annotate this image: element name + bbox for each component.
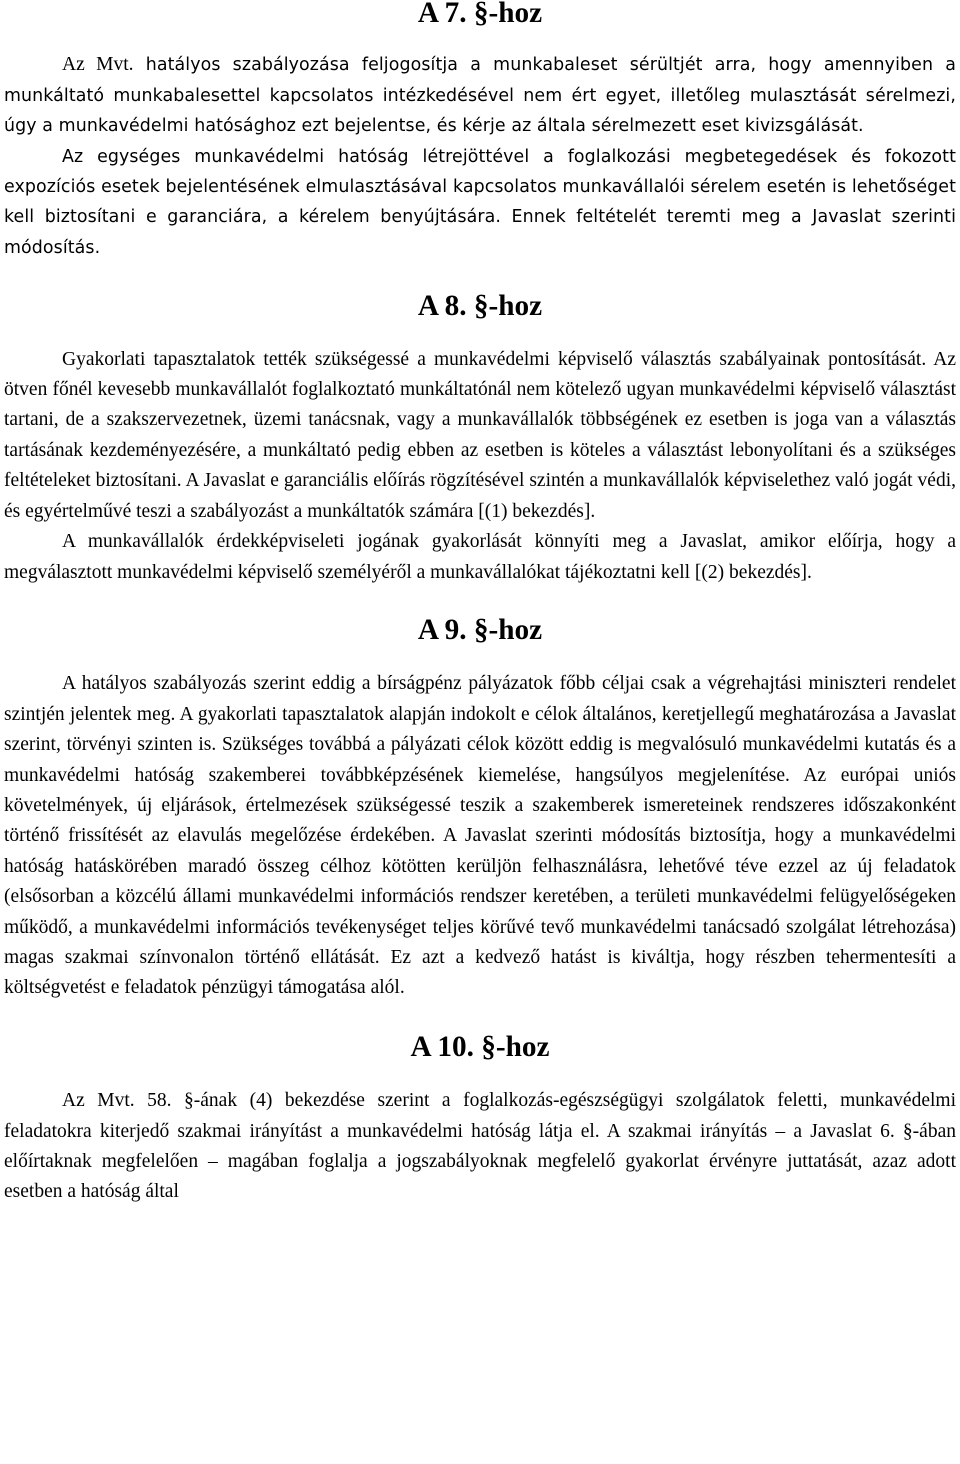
section-9	[4, 615, 956, 1004]
section-7	[4, 0, 956, 263]
section-heading-8: A 8. §-hoz	[417, 290, 543, 323]
section-8	[4, 291, 956, 588]
paragraph: A munkavállalók érdekképviseleti jogának gyakorlását könnyíti meg a Javaslat, amikor előírja, hogy a megválasztott munkavédelmi képviselő személyéről a munkavállalókat tájékoztatni kell [(2) bekezdés].	[4, 531, 956, 583]
section-heading-10: A 10. §-hoz	[410, 1030, 550, 1063]
section-heading-9: A 9. §-hoz	[417, 613, 543, 646]
paragraph: A hatályos szabályozás szerint eddig a bírságpénz pályázatok főbb céljai csak a végrehajtási miniszteri rendelet szintjén jelentek meg. A gyakorlati tapasztalatok alapján indokolt e célok általános, keretjellegű meghatározása a Javaslat szerint, törvényi szinten is. Szükséges továbbá a pályázati célok között eddig is megvalósuló munkavédelmi kutatás és a munkavédelmi hatóság szakemberei továbbképzésének kiemelése, hangsúlyos megjelenítése. Az európai uniós követelmények, új eljárások, értelmezések szükségessé teszik a szakemberek ismereteinek rendszeres időszakonként történő frissítését az elavulás megelőzése érdekében. A Javaslat szerinti módosítás biztosítja, hogy a munkavédelmi hatóság hatáskörében maradó összeg célhoz kötötten kerüljön felhasználásra, lehetővé téve ezzel az új feladatok (elsősorban a közcélú állami munkavédelmi információs rendszer keretében, a területi munkavédelmi felügyelőségeken működő, a munkavédelmi információs tevékenységet teljes körűvé tevő munkavédelmi tanácsadó szolgálat létrehozása) magas szakmai színvonalon történő ellátását. Ez azt a kedvező hatást is kiváltja, hogy részben tehermentesíti a költségvetést e feladatok pénzügyi támogatása alól.	[4, 673, 956, 999]
paragraph-text: hatályos szabályozása feljogosítja a munkabaleset sérültjét arra, hogy amennyiben a munkáltató munkabalesettel kapcsolatos intézkedésével nem ért egyet, illetőleg mulasztását sérelmezi, úgy a munkavédelmi hatósághoz ezt bejelentse, és kérje az általa sérelmezett eset kivizsgálását.	[4, 55, 956, 137]
paragraph-lead: Az Mvt.	[62, 54, 134, 76]
paragraph: Gyakorlati tapasztalatok tették szükségessé a munkavédelmi képviselő választás szabályainak pontosítását. Az ötven főnél kevesebb munkavállalót foglalkoztató munkáltatónál nem kötelező ugyan munkavédelmi képviselő választást tartani, de a szakszervezetnek, üzemi tanácsnak, vagy a munkavállalók többségének ez esetben is joga van a választás tartásának kezdeményezésére, a munkáltató pedig ebben az esetben is köteles a választást lebonyolítani és a szükséges feltételeket biztosítani. A Javaslat e garanciális előírás rögzítésével szintén a munkavállalók képviselethez való jogát védi, és egyértelművé teszi a szabályozást a munkáltatók számára [(1) bekezdés].	[4, 348, 956, 522]
paragraph	[4, 50, 956, 141]
section-10	[4, 1032, 956, 1208]
paragraph: Az egységes munkavédelmi hatóság létrejöttével a foglalkozási megbetegedések és fokozott expozíciós esetek bejelentésének elmulasztásával kapcsolatos munkavállalói sérelem esetén is lehetőséget kell biztosítani e garanciára, a kérelem benyújtására. Ennek feltételét teremti meg a Javaslat szerinti módosítás.	[4, 146, 956, 258]
paragraph: Az Mvt. 58. §-ának (4) bekezdése szerint a foglalkozás-egészségügyi szolgálatok feletti, munkavédelmi feladatokra kiterjedő szakmai irányítást a munkavédelmi hatóság látja el. A szakmai irányítás – a Javaslat 6. §-ában előírtaknak megfelelően – magában foglalja a jogszabályoknak megfelelő gyakorlat érvényre juttatását, azaz adott esetben a hatóság által	[4, 1090, 956, 1203]
section-heading-7: A 7. §-hoz	[417, 0, 543, 29]
